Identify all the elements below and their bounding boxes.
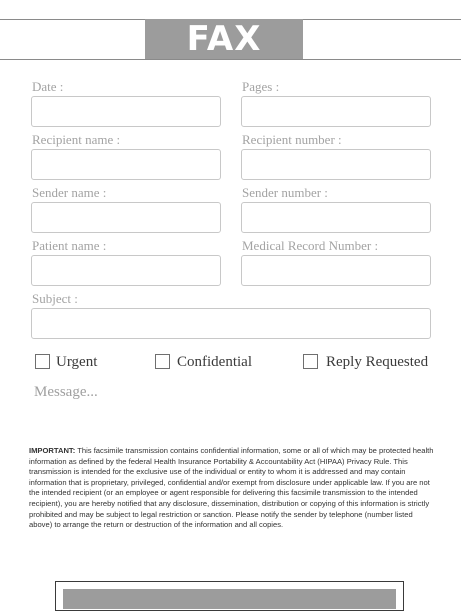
reply-requested-label: Reply Requested	[326, 354, 429, 370]
pages-field[interactable]	[241, 96, 431, 127]
message-area[interactable]: Message...	[34, 384, 98, 400]
recipient-number-field[interactable]	[241, 149, 431, 180]
sender-number-field[interactable]	[241, 202, 431, 233]
confidentiality-notice	[29, 446, 434, 531]
date-label: Date :	[32, 79, 64, 94]
patient-name-label: Patient name :	[32, 238, 107, 253]
header-bottom-rule	[0, 59, 461, 60]
notice-body: This facsimile transmission contains confidential information, some or all of which may be protected health information as defined by the federal Health Insurance Portability & Accountability Act (HIPAA) Privacy Rule. This transmission is intended for the exclusive use of the individual or entity to whom it is addressed and may contain information that is proprietary, privileged, confidential and/or exempt from disclosure under applicable law. If you are not the intended recipient (or an employee or agent responsible for delivering this facsimile transmission to the intended recipient), you are hereby notified that any disclosure, dissemination, distribution or copying of this information is strictly prohibited and may be subject to legal restriction or sanction. Please notify the sender by telephone (number listed above) to arrange the return or destruction of the information and all copies.	[29, 446, 434, 530]
subject-field[interactable]	[31, 308, 431, 339]
sender-name-field[interactable]	[31, 202, 221, 233]
recipient-number-label: Recipient number :	[242, 132, 342, 147]
pages-label: Pages :	[242, 79, 280, 94]
patient-name-field[interactable]	[31, 255, 221, 286]
recipient-name-label: Recipient name :	[32, 132, 121, 147]
date-field[interactable]	[31, 96, 221, 127]
reply-requested-checkbox[interactable]	[303, 354, 318, 369]
notice-heading: IMPORTANT:	[29, 446, 76, 455]
confidential-label: Confidential	[177, 354, 252, 370]
medical-record-number-label: Medical Record Number :	[242, 238, 379, 253]
sender-number-label: Sender number :	[242, 185, 328, 200]
confidential-checkbox[interactable]	[155, 354, 170, 369]
sender-name-label: Sender name :	[32, 185, 107, 200]
footer-box-fill	[63, 589, 396, 609]
subject-label: Subject :	[32, 291, 78, 306]
fax-title-block	[145, 19, 303, 59]
urgent-checkbox[interactable]	[35, 354, 50, 369]
page-title: FAX	[186, 19, 262, 59]
urgent-label: Urgent	[56, 354, 98, 370]
medical-record-number-field[interactable]	[241, 255, 431, 286]
recipient-name-field[interactable]	[31, 149, 221, 180]
